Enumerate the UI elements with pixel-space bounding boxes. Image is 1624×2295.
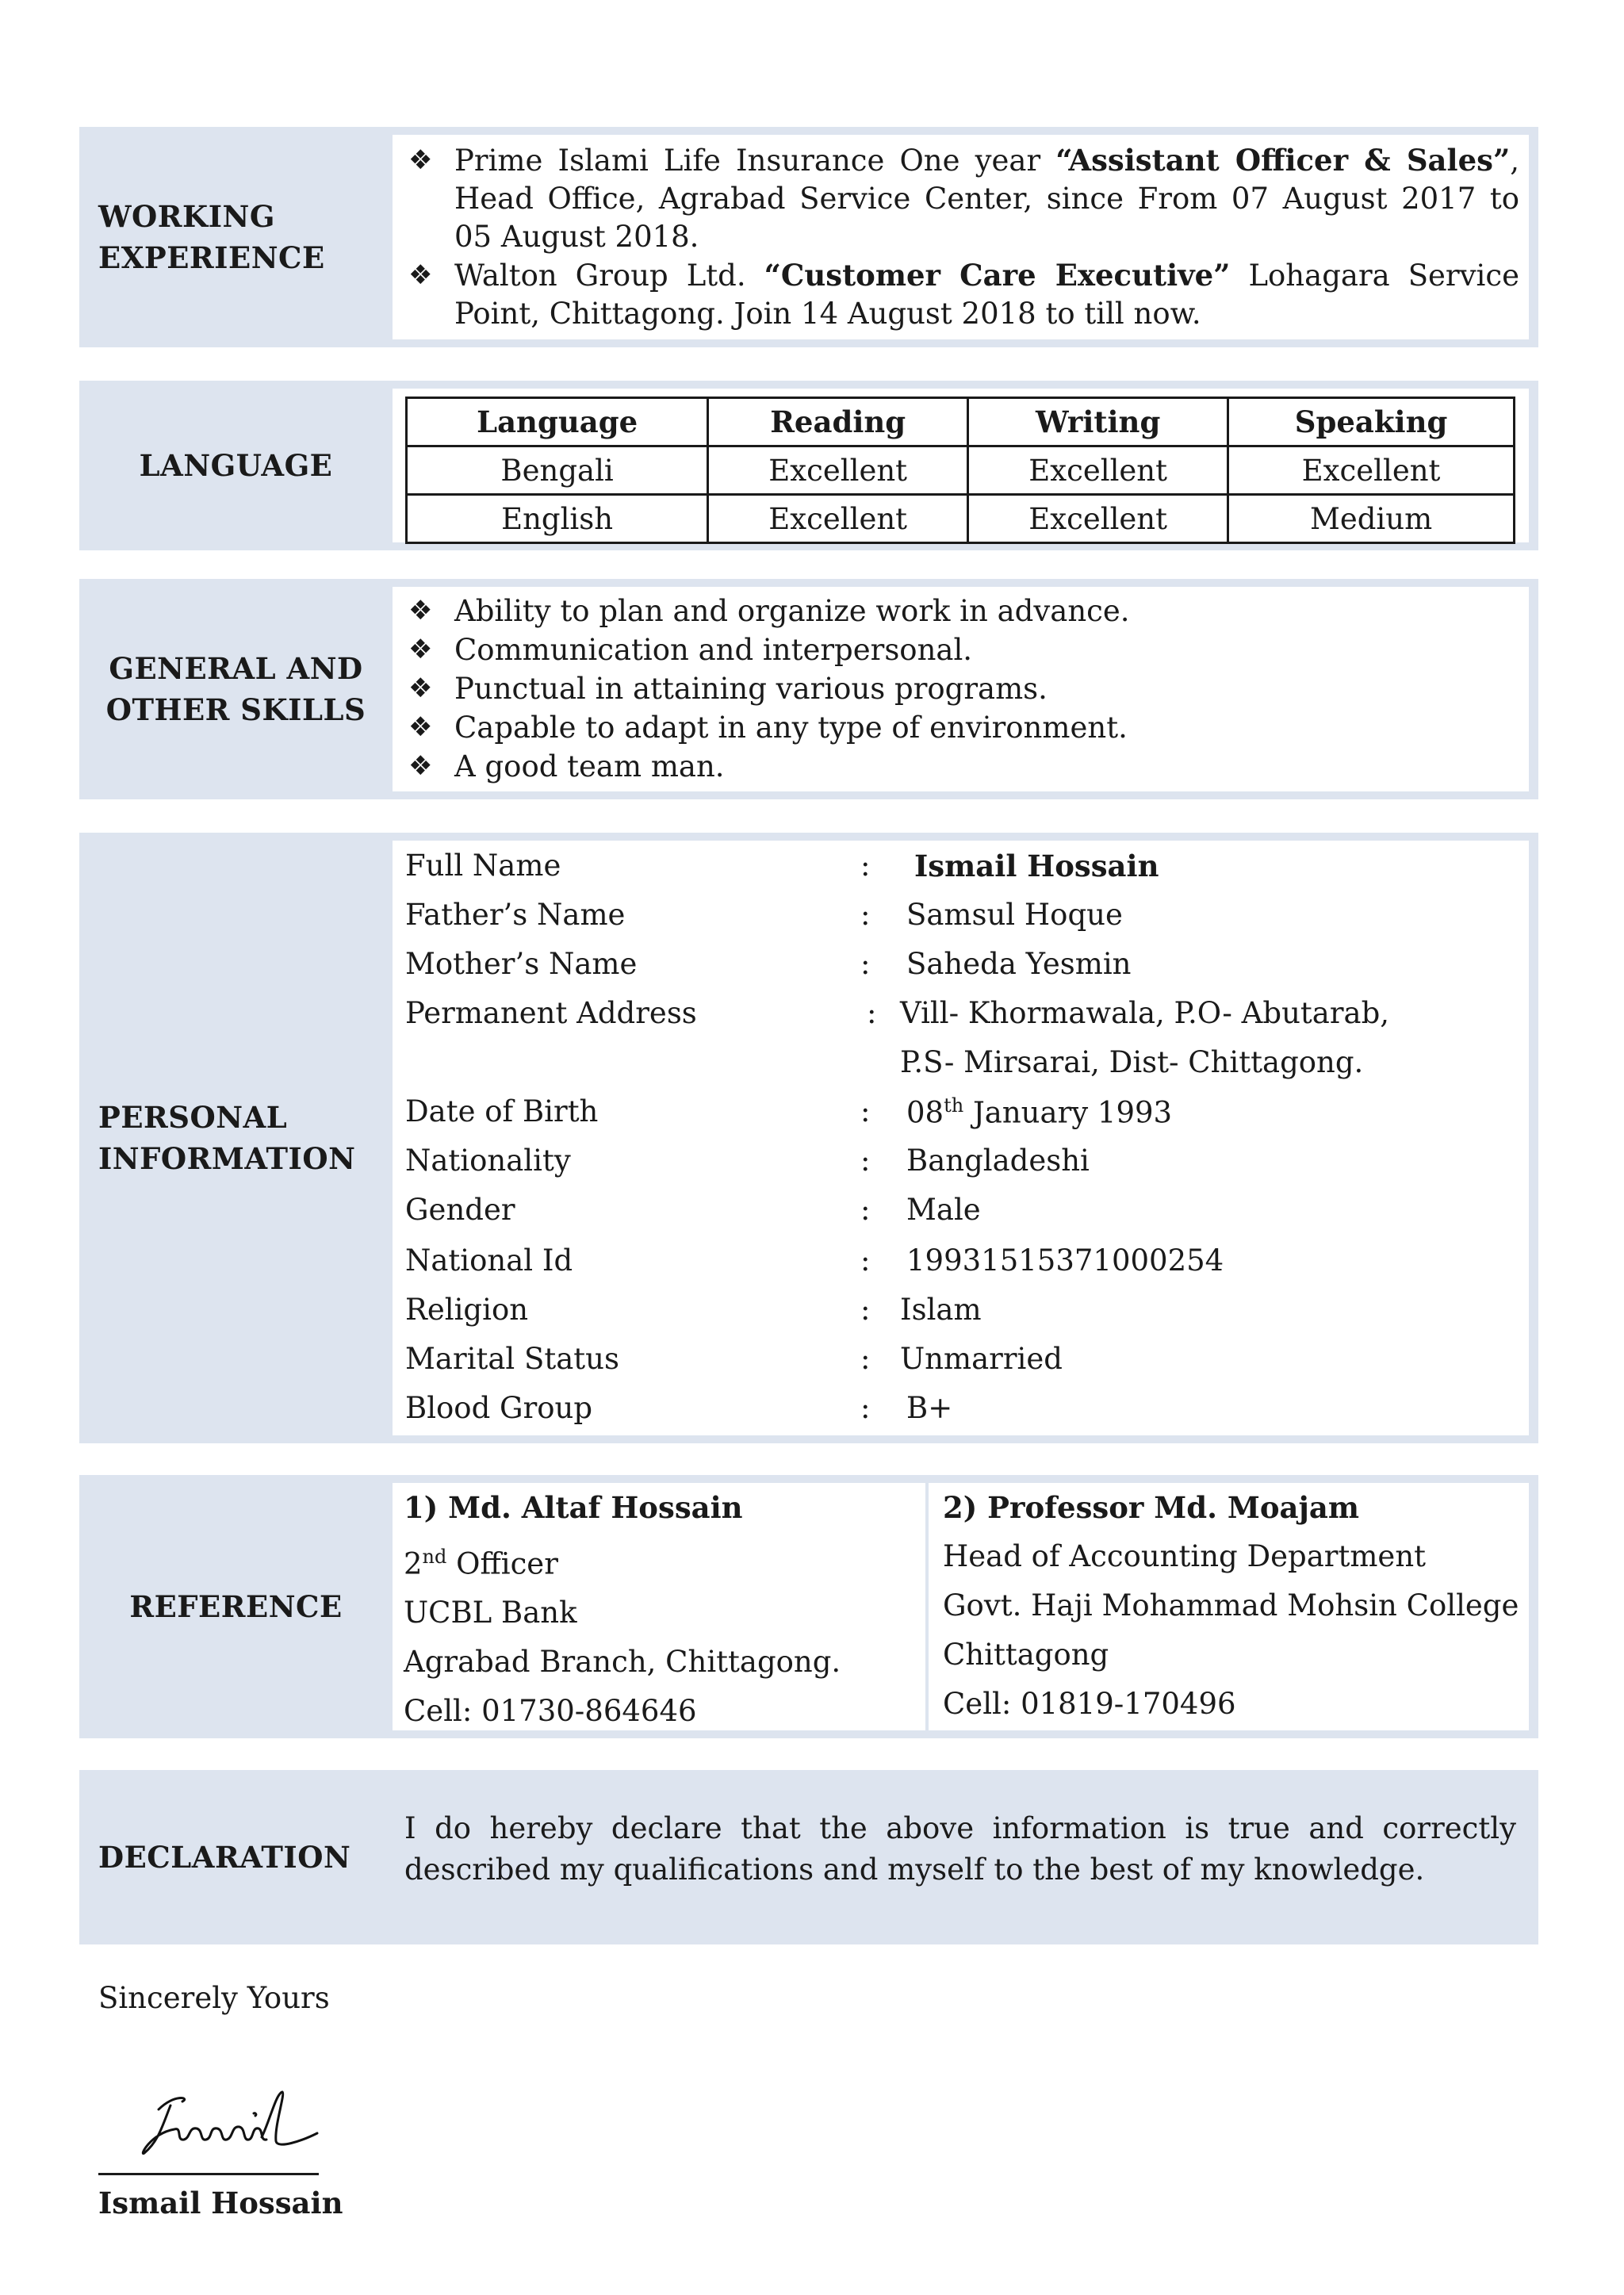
- skill-item: ❖ Capable to adapt in any type of environment.: [408, 708, 1519, 747]
- separator: :: [860, 1342, 871, 1376]
- reference-1-branch: Agrabad Branch, Chittagong.: [404, 1645, 841, 1680]
- language-content: [393, 389, 1529, 542]
- field-label: Father’s Name: [405, 898, 626, 932]
- reference-section: [79, 1475, 1538, 1738]
- religion-value: Islam: [900, 1293, 982, 1327]
- signature-image: [127, 2078, 333, 2173]
- bullet-icon: ❖: [408, 672, 433, 704]
- signer-name: Ismail Hossain: [98, 2186, 343, 2220]
- field-label: Blood Group: [405, 1391, 593, 1425]
- reference-heading: REFERENCE: [129, 1589, 343, 1624]
- field-label: Mother’s Name: [405, 947, 638, 981]
- bullet-icon: ❖: [408, 595, 433, 626]
- salutation: Sincerely Yours: [98, 1981, 330, 2015]
- separator: :: [867, 996, 877, 1030]
- reference-1: [393, 1483, 929, 1730]
- table-row: [407, 495, 1515, 543]
- bullet-icon: ❖: [408, 259, 433, 291]
- table-cell: Excellent: [1228, 446, 1515, 495]
- table-cell: Excellent: [708, 495, 968, 543]
- field-label: Religion: [405, 1293, 529, 1327]
- reference-2-org: Govt. Haji Mohammad Mohsin College: [943, 1588, 1519, 1623]
- separator: :: [860, 1243, 871, 1278]
- table-cell: Medium: [1228, 495, 1515, 543]
- personal-info-heading: PERSONAL INFORMATION: [98, 1100, 356, 1176]
- separator: :: [860, 849, 871, 883]
- separator: :: [860, 1293, 871, 1327]
- field-label: National Id: [405, 1243, 573, 1278]
- bullet-icon: ❖: [408, 634, 433, 665]
- declaration-heading: DECLARATION: [98, 1840, 351, 1875]
- bullet-icon: ❖: [408, 711, 433, 743]
- experience-item: ❖ Prime Islami Life Insurance One year “Assistant Officer & Sales”, Head Office, Agrabad Service Center, since From 07 August 2017 to 05 August 2018.: [408, 143, 1519, 254]
- skills-content: [393, 587, 1529, 791]
- table-cell: English: [407, 495, 708, 543]
- declaration-text: I do hereby declare that the above information is true and correctly described my qualifications and myself to the best of my knowledge.: [404, 1811, 1516, 1887]
- reference-1-title: 2nd Officer: [404, 1546, 558, 1581]
- experience-item: ❖ Walton Group Ltd. “Customer Care Executive” Lohagara Service Point, Chittagong. Join 14 August 2018 to till now.: [408, 258, 1519, 331]
- full-name-value: Ismail Hossain: [914, 849, 1159, 883]
- skill-item: ❖ Punctual in attaining various programs.: [408, 669, 1519, 708]
- working-experience-section: [79, 127, 1538, 347]
- bullet-icon: ❖: [408, 144, 433, 176]
- table-header: Reading: [708, 398, 968, 446]
- signature: [127, 2078, 333, 2173]
- national-id-value: 19931515371000254: [906, 1243, 1224, 1278]
- field-label: Permanent Address: [405, 996, 697, 1030]
- language-heading: LANGUAGE: [139, 448, 333, 483]
- reference-2-title: Head of Accounting Department: [943, 1539, 1427, 1573]
- field-label: Marital Status: [405, 1342, 619, 1376]
- skill-item: ❖ A good team man.: [408, 747, 1519, 786]
- working-experience-heading: WORKING EXPERIENCE: [98, 199, 325, 275]
- reference-2-name: 2) Professor Md. Moajam: [943, 1490, 1360, 1525]
- signature-line: [98, 2173, 319, 2175]
- separator: :: [860, 1094, 871, 1128]
- skill-item: ❖ Ability to plan and organize work in advance.: [408, 592, 1519, 630]
- bullet-icon: ❖: [408, 750, 433, 782]
- nationality-value: Bangladeshi: [906, 1144, 1090, 1178]
- gender-value: Male: [906, 1193, 981, 1227]
- table-header-row: [407, 398, 1515, 446]
- address-line-1: Vill- Khormawala, P.O- Abutarab,: [900, 996, 1390, 1030]
- reference-1-org: UCBL Bank: [404, 1596, 577, 1630]
- table-cell: Excellent: [968, 446, 1228, 495]
- table-cell: Bengali: [407, 446, 708, 495]
- reference-1-cell: Cell: 01730-864646: [404, 1694, 697, 1729]
- table-header: Language: [407, 398, 708, 446]
- skill-item: ❖ Communication and interpersonal.: [408, 630, 1519, 669]
- working-experience-content: [393, 135, 1529, 339]
- reference-2-cell: Cell: 01819-170496: [943, 1687, 1236, 1721]
- language-table: [405, 397, 1515, 544]
- table-header: Speaking: [1228, 398, 1515, 446]
- separator: :: [860, 898, 871, 932]
- language-section: [79, 381, 1538, 550]
- dob-value: 08th January 1993: [906, 1094, 1173, 1130]
- table-row: [407, 446, 1515, 495]
- mother-name-value: Saheda Yesmin: [906, 947, 1132, 981]
- personal-info-content: [393, 841, 1529, 1435]
- separator: :: [860, 1391, 871, 1425]
- declaration-section: [79, 1770, 1538, 1944]
- reference-2-city: Chittagong: [943, 1638, 1109, 1672]
- field-label: Nationality: [405, 1144, 571, 1178]
- marital-status-value: Unmarried: [900, 1342, 1063, 1376]
- skills-section: [79, 579, 1538, 799]
- personal-info-section: [79, 833, 1538, 1443]
- field-label: Date of Birth: [405, 1094, 599, 1128]
- reference-2: [932, 1483, 1529, 1730]
- table-cell: Excellent: [708, 446, 968, 495]
- table-header: Writing: [968, 398, 1228, 446]
- separator: :: [860, 1193, 871, 1227]
- blood-group-value: B+: [906, 1391, 953, 1425]
- reference-content: [393, 1483, 1529, 1730]
- father-name-value: Samsul Hoque: [906, 898, 1123, 932]
- skills-heading: GENERAL AND OTHER SKILLS: [105, 651, 366, 727]
- field-label: Full Name: [405, 849, 561, 883]
- reference-1-name: 1) Md. Altaf Hossain: [404, 1490, 743, 1525]
- table-cell: Excellent: [968, 495, 1228, 543]
- field-label: Gender: [405, 1193, 515, 1227]
- separator: :: [860, 947, 871, 981]
- address-line-2: P.S- Mirsarai, Dist- Chittagong.: [900, 1045, 1364, 1079]
- separator: :: [860, 1144, 871, 1178]
